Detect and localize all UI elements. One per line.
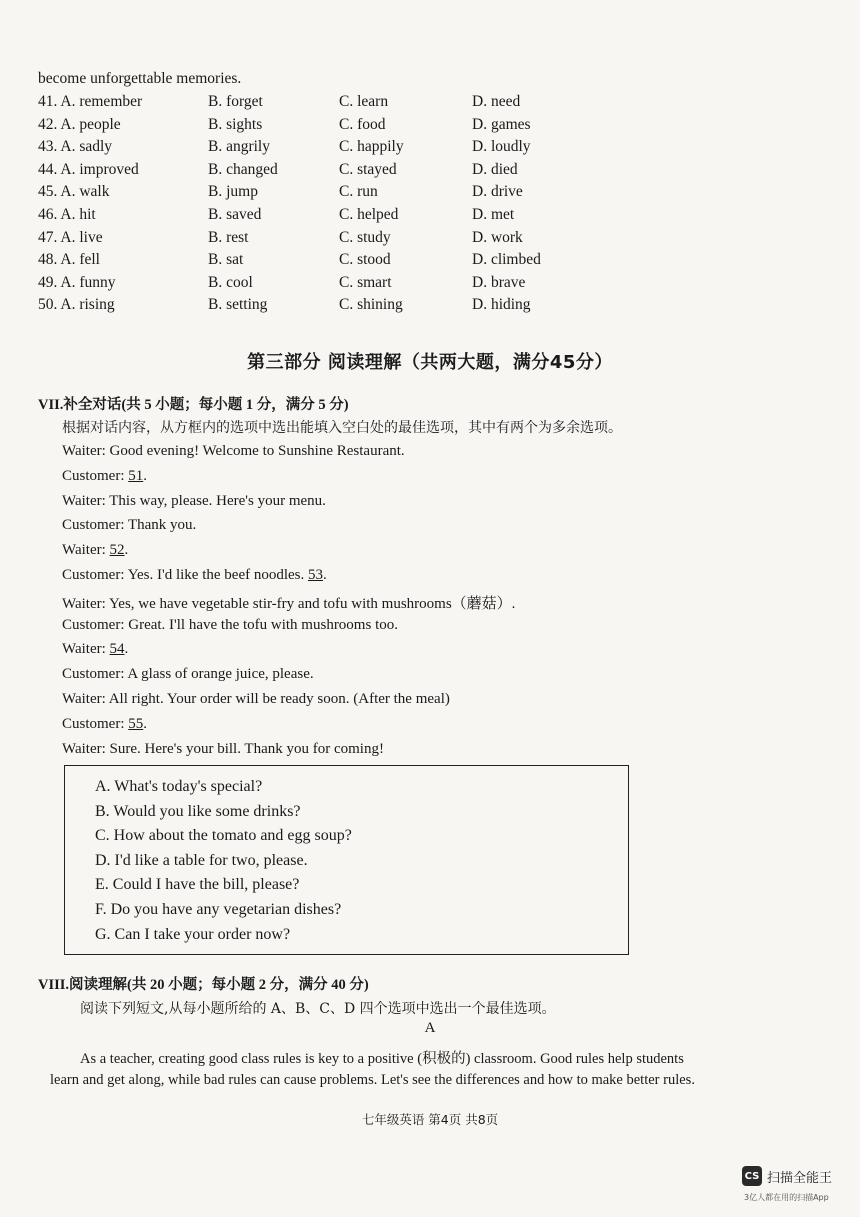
choice-option-d: D. loudly bbox=[472, 138, 531, 156]
scanner-name: 扫描全能王 bbox=[767, 1170, 833, 1186]
choice-option-c: C. stood bbox=[339, 251, 391, 269]
choice-option-d: D. games bbox=[472, 115, 531, 133]
dialogue-line bbox=[62, 691, 450, 708]
dialogue-option: D. I'd like a table for two, please. bbox=[95, 851, 308, 869]
choice-option-a: 43. A. sadly bbox=[38, 138, 113, 156]
choice-row bbox=[38, 251, 598, 273]
dialogue-punct: . bbox=[124, 542, 129, 559]
passage-ending: become unforgettable memories. bbox=[38, 70, 242, 87]
dialogue-line bbox=[62, 666, 314, 683]
dialogue-text: Customer: bbox=[62, 467, 129, 484]
choice-option-c: C. study bbox=[339, 228, 391, 246]
section-7-heading: VII.补全对话(共 5 小题；每小题 1 分，满分 5 分) bbox=[38, 397, 349, 413]
choice-row bbox=[38, 138, 598, 160]
choice-option-a: 50. A. rising bbox=[38, 296, 115, 314]
dialogue-option: A. What's today's special? bbox=[95, 778, 263, 795]
dialogue-line bbox=[62, 468, 147, 485]
dialogue-line bbox=[62, 517, 196, 534]
dialogue-option: C. How about the tomato and egg soup? bbox=[95, 827, 352, 845]
dialogue-text: Customer: A glass of orange juice, please. bbox=[62, 666, 314, 683]
dialogue-punct: . bbox=[124, 641, 129, 658]
choice-option-d: D. drive bbox=[472, 183, 523, 201]
answer-blank: 54 bbox=[109, 641, 125, 658]
choice-option-b: B. rest bbox=[208, 228, 249, 246]
choice-row bbox=[38, 93, 598, 115]
choice-option-a: 41. A. remember bbox=[38, 93, 143, 110]
choice-row bbox=[38, 183, 598, 205]
choice-option-b: B. sights bbox=[208, 115, 263, 133]
choice-row bbox=[38, 274, 598, 296]
dialogue-text: Waiter: bbox=[62, 542, 110, 559]
choice-option-d: D. need bbox=[472, 93, 521, 110]
choice-option-b: B. changed bbox=[208, 160, 278, 178]
answer-blank: 53 bbox=[308, 567, 324, 583]
choice-option-a: 46. A. hit bbox=[38, 206, 96, 223]
choice-row bbox=[38, 116, 598, 138]
dialogue-line bbox=[62, 617, 398, 634]
choice-option-b: B. jump bbox=[208, 183, 258, 201]
scanner-tagline: 3亿人都在用的扫描App bbox=[744, 1193, 829, 1202]
choice-option-c: C. smart bbox=[339, 273, 392, 291]
choice-option-c: C. stayed bbox=[339, 160, 397, 178]
dialogue-text: Customer: Yes. I'd like the beef noodles. bbox=[62, 567, 309, 583]
choice-option-a: 47. A. live bbox=[38, 228, 103, 246]
choice-option-d: D. brave bbox=[472, 273, 526, 291]
choice-row bbox=[38, 296, 598, 318]
choice-row bbox=[38, 229, 598, 251]
section-7-instruction: 根据对话内容，从方框内的选项中选出能填入空白处的最佳选项，其中有两个为多余选项。 bbox=[62, 420, 622, 436]
dialogue-punct: . bbox=[143, 467, 147, 484]
choice-option-c: C. shining bbox=[339, 296, 403, 314]
dialogue-text: Waiter: This way, please. Here's your menu. bbox=[62, 492, 326, 509]
section-8-instruction: 阅读下列短文,从每小题所给的 A、B、C、D 四个选项中选出一个最佳选项。 bbox=[80, 1001, 556, 1017]
section-8-heading: VIII.阅读理解(共 20 小题；每小题 2 分，满分 40 分) bbox=[38, 977, 369, 993]
choice-row bbox=[38, 206, 598, 228]
choice-option-a: 45. A. walk bbox=[38, 183, 110, 201]
choice-option-a: 44. A. improved bbox=[38, 160, 139, 178]
choice-option-a: 42. A. people bbox=[38, 115, 121, 133]
passage-line-1: As a teacher, creating good class rules is key to a positive (积极的) classroom. Good rules help students bbox=[80, 1051, 684, 1067]
dialogue-text: Waiter: Yes, we have vegetable stir-fry and tofu with mushrooms（蘑菇）. bbox=[62, 595, 516, 612]
scanner-logo-icon: CS bbox=[742, 1166, 762, 1186]
choice-option-b: B. saved bbox=[208, 206, 262, 223]
dialogue-option: E. Could I have the bill, please? bbox=[95, 876, 300, 894]
dialogue-line bbox=[62, 716, 147, 733]
dialogue-line bbox=[62, 641, 128, 658]
dialogue-punct: . bbox=[143, 715, 147, 732]
dialogue-line bbox=[62, 592, 515, 613]
passage-line-2: learn and get along, while bad rules can cause problems. Let's see the differences and how to make better rules. bbox=[50, 1072, 695, 1088]
dialogue-line bbox=[62, 567, 327, 584]
dialogue-option: G. Can I take your order now? bbox=[95, 925, 291, 943]
choice-option-c: C. helped bbox=[339, 206, 399, 223]
choice-option-a: 49. A. funny bbox=[38, 273, 116, 291]
choice-option-d: D. hiding bbox=[472, 296, 531, 314]
choice-option-c: C. learn bbox=[339, 93, 389, 110]
dialogue-option: F. Do you have any vegetarian dishes? bbox=[95, 901, 342, 918]
choice-option-b: B. cool bbox=[208, 273, 253, 291]
dialogue-text: Customer: Great. I'll have the tofu with mushrooms too. bbox=[62, 616, 398, 633]
choice-option-c: C. happily bbox=[339, 138, 404, 156]
dialogue-text: Customer: Thank you. bbox=[62, 517, 197, 534]
page-footer: 七年级英语 第4页 共8页 bbox=[361, 1112, 499, 1127]
answer-blank: 52 bbox=[109, 542, 125, 559]
scanner-watermark bbox=[742, 1166, 832, 1186]
choice-option-d: D. met bbox=[472, 206, 515, 223]
choice-option-b: B. forget bbox=[208, 93, 263, 110]
dialogue-line bbox=[62, 741, 384, 758]
answer-blank: 51 bbox=[128, 467, 144, 484]
dialogue-punct: . bbox=[323, 567, 327, 583]
choice-row bbox=[38, 161, 598, 183]
dialogue-text: Waiter: All right. Your order will be ready soon. (After the meal) bbox=[62, 691, 450, 707]
choice-option-d: D. died bbox=[472, 160, 518, 178]
dialogue-text: Waiter: Sure. Here's your bill. Thank you for coming! bbox=[62, 740, 384, 757]
dialogue-text: Waiter: Good evening! Welcome to Sunshine Restaurant. bbox=[62, 443, 405, 459]
dialogue-line bbox=[62, 493, 326, 510]
choice-option-a: 48. A. fell bbox=[38, 251, 100, 269]
passage-label: A bbox=[424, 1020, 436, 1036]
part-title: 第三部分 阅读理解（共两大题，满分45分） bbox=[247, 352, 613, 373]
dialogue-line bbox=[62, 542, 128, 559]
dialogue-option: B. Would you like some drinks? bbox=[95, 802, 301, 820]
answer-blank: 55 bbox=[128, 715, 144, 732]
dialogue-text: Customer: bbox=[62, 715, 129, 732]
choice-option-b: B. setting bbox=[208, 296, 268, 314]
choice-option-c: C. food bbox=[339, 115, 386, 133]
choice-option-c: C. run bbox=[339, 183, 378, 201]
choice-option-d: D. climbed bbox=[472, 251, 541, 269]
choice-option-b: B. sat bbox=[208, 251, 244, 269]
choice-option-b: B. angrily bbox=[208, 138, 270, 156]
choice-option-d: D. work bbox=[472, 228, 523, 246]
dialogue-line bbox=[62, 443, 405, 460]
dialogue-text: Waiter: bbox=[62, 641, 110, 658]
